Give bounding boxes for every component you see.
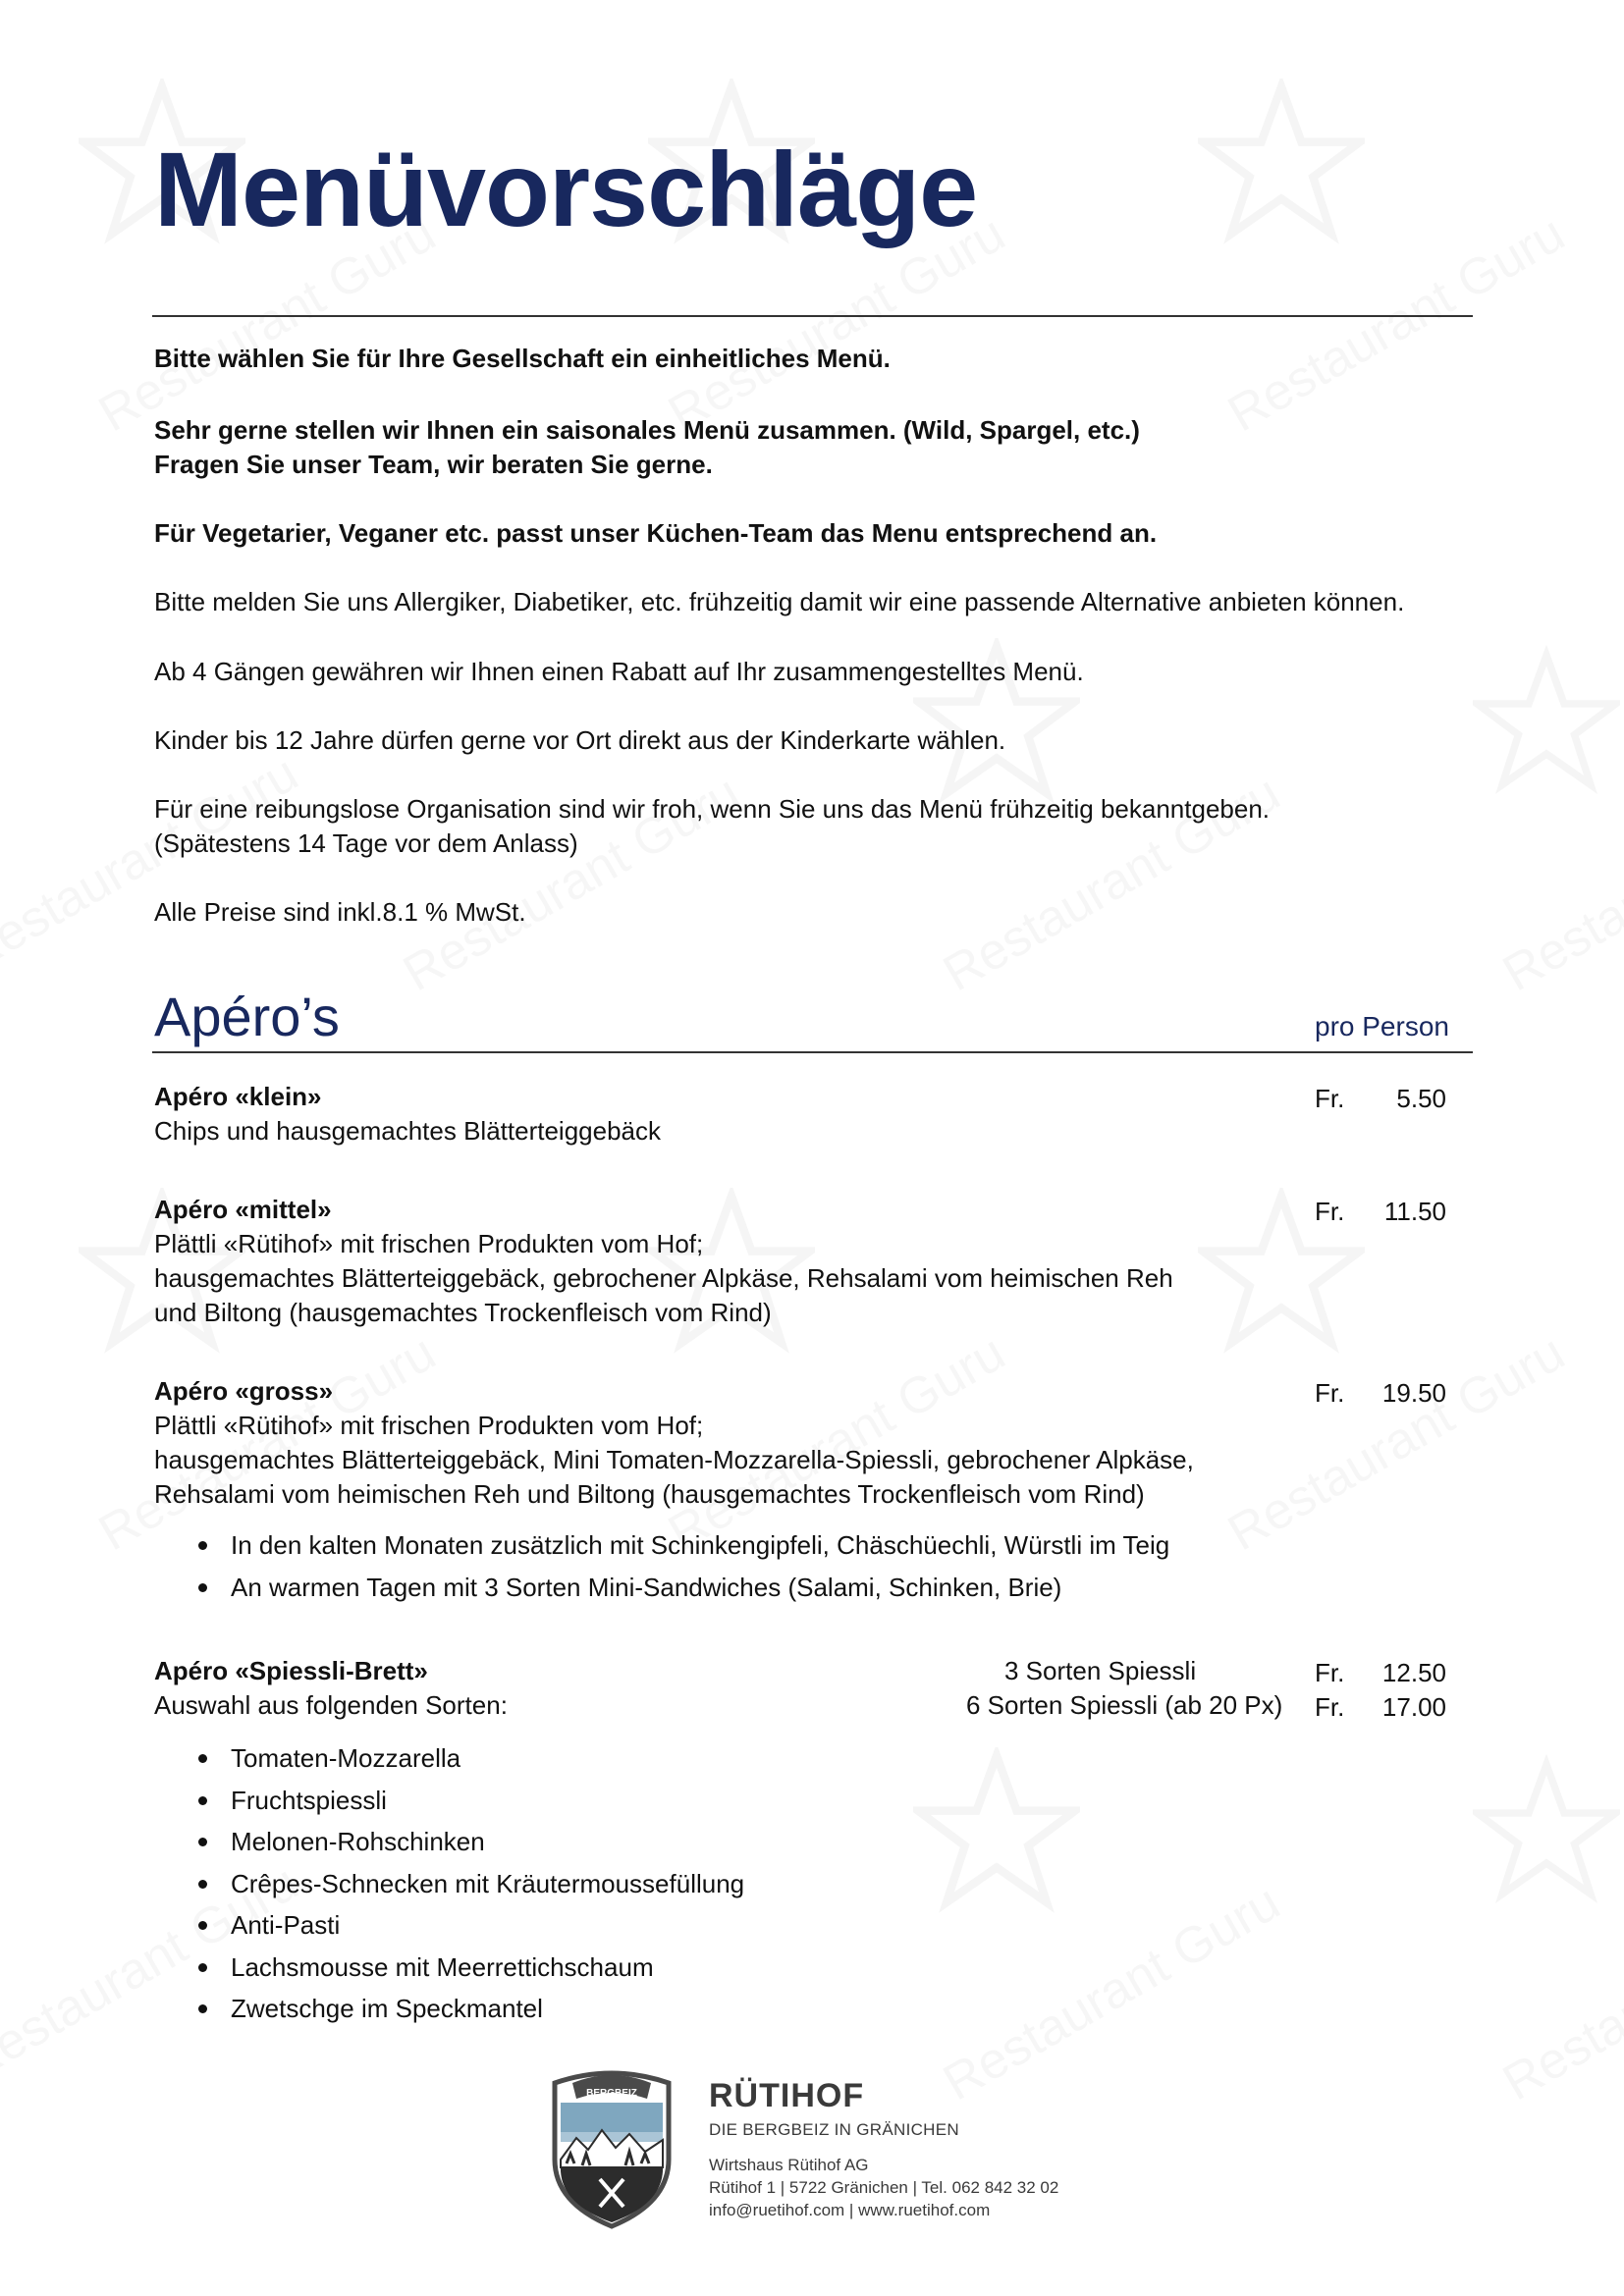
list-item: Anti-Pasti <box>154 1904 744 1947</box>
spiessli-currency-1: Fr. <box>1315 1658 1345 1687</box>
watermark-star-icon <box>1198 79 1365 245</box>
intro-allergy: Bitte melden Sie uns Allergiker, Diabetiker, etc. frühzeitig damit wir eine passende Alternative anbieten können. <box>154 587 1405 616</box>
watermark-star-icon <box>1473 1747 1620 1914</box>
item-desc-klein: Chips und hausgemachtes Blätterteiggebäck <box>154 1116 661 1146</box>
item-currency-klein: Fr. <box>1315 1084 1345 1113</box>
list-item: Fruchtspiessli <box>154 1780 744 1822</box>
item-desc-mittel-1: Plättli «Rütihof» mit frischen Produkten vom Hof; <box>154 1229 704 1258</box>
watermark-star-icon <box>1473 638 1620 805</box>
spiessli-varieties-list <box>154 1737 744 2030</box>
watermark-star-icon <box>913 1747 1080 1914</box>
watermark-text <box>1493 1873 1624 2112</box>
watermark-text <box>1218 1323 1575 1563</box>
item-name-klein: Apéro «klein» <box>154 1082 322 1111</box>
list-item: In den kalten Monaten zusätzlich mit Schinkengipfeli, Chäschüechli, Würstli im Teig <box>154 1524 1169 1567</box>
brand-tagline: DIE BERGBEIZ IN GRÄNICHEN <box>709 2120 959 2139</box>
intro-ask-team: Fragen Sie unser Team, wir beraten Sie gerne. <box>154 450 713 479</box>
item-currency-mittel: Fr. <box>1315 1197 1345 1226</box>
company-contact: info@ruetihof.com | www.ruetihof.com <box>709 2201 991 2219</box>
spiessli-currency-2: Fr. <box>1315 1692 1345 1722</box>
item-desc-gross-3: Rehsalami vom heimischen Reh und Biltong (hausgemachtes Trockenfleisch vom Rind) <box>154 1479 1145 1509</box>
watermark-text <box>934 1873 1290 2112</box>
company-address: Rütihof 1 | 5722 Gränichen | Tel. 062 842 32 02 <box>709 2178 1059 2197</box>
company-name: Wirtshaus Rütihof AG <box>709 2156 869 2174</box>
item-name-mittel: Apéro «mittel» <box>154 1195 332 1224</box>
intro-vat: Alle Preise sind inkl.8.1 % MwSt. <box>154 897 526 927</box>
intro-vegetarian: Für Vegetarier, Veganer etc. passt unser Küchen-Team das Menu entsprechend an. <box>154 518 1158 548</box>
restaurant-logo <box>543 2069 680 2230</box>
watermark-text <box>1218 204 1575 444</box>
title-divider <box>152 315 1473 317</box>
list-item: Lachsmousse mit Meerrettichschaum <box>154 1947 744 1989</box>
intro-kids: Kinder bis 12 Jahre dürfen gerne vor Ort direkt aus der Kinderkarte wählen. <box>154 725 1006 755</box>
list-item: An warmen Tagen mit 3 Sorten Mini-Sandwiches (Salami, Schinken, Brie) <box>154 1567 1169 1609</box>
item-name-gross: Apéro «gross» <box>154 1376 334 1406</box>
list-item: Crêpes-Schnecken mit Kräutermoussefüllung <box>154 1863 744 1905</box>
item-price-mittel: 11.50 <box>1383 1197 1446 1226</box>
per-person-label: pro Person <box>1315 1011 1449 1041</box>
intro-organisation: Für eine reibungslose Organisation sind wir froh, wenn Sie uns das Menü frühzeitig bekanntgeben. <box>154 794 1271 824</box>
item-desc-spiessli: Auswahl aus folgenden Sorten: <box>154 1690 508 1720</box>
intro-uniform-menu: Bitte wählen Sie für Ihre Gesellschaft ein einheitliches Menü. <box>154 344 891 373</box>
list-item: Melonen-Rohschinken <box>154 1821 744 1863</box>
spiessli-option-6: 6 Sorten Spiessli (ab 20 Px) <box>966 1690 1283 1720</box>
item-price-klein: 5.50 <box>1396 1084 1446 1113</box>
item-name-spiessli: Apéro «Spiessli-Brett» <box>154 1656 428 1685</box>
brand-name: RÜTIHOF <box>709 2077 865 2114</box>
section-divider <box>152 1051 1473 1053</box>
item-desc-mittel-2: hausgemachtes Blätterteiggebäck, gebrochener Alpkäse, Rehsalami vom heimischen Reh <box>154 1263 1173 1293</box>
item-currency-gross: Fr. <box>1315 1378 1345 1408</box>
item-desc-gross-1: Plättli «Rütihof» mit frischen Produkten vom Hof; <box>154 1411 704 1440</box>
intro-discount: Ab 4 Gängen gewähren wir Ihnen einen Rabatt auf Ihr zusammengestelltes Menü. <box>154 657 1084 686</box>
item-desc-mittel-3: und Biltong (hausgemachtes Trockenfleisch vom Rind) <box>154 1298 772 1327</box>
intro-seasonal-menu: Sehr gerne stellen wir Ihnen ein saisonales Menü zusammen. (Wild, Spargel, etc.) <box>154 415 1140 445</box>
spiessli-option-3: 3 Sorten Spiessli <box>1004 1656 1197 1685</box>
intro-deadline: (Spätestens 14 Tage vor dem Anlass) <box>154 828 578 858</box>
spiessli-price-1: 12.50 <box>1381 1658 1446 1687</box>
watermark-text <box>1493 764 1624 1003</box>
section-title-aperos: Apéro’s <box>154 986 340 1047</box>
item-price-gross: 19.50 <box>1381 1378 1446 1408</box>
spiessli-price-2: 17.00 <box>1381 1692 1446 1722</box>
page-title: Menüvorschläge <box>154 130 978 248</box>
logo-text: BERGBEIZ <box>586 2088 637 2099</box>
gross-extras-list <box>154 1524 1169 1608</box>
watermark-text <box>0 744 308 984</box>
list-item: Zwetschge im Speckmantel <box>154 1988 744 2030</box>
list-item: Tomaten-Mozzarella <box>154 1737 744 1780</box>
item-desc-gross-2: hausgemachtes Blätterteiggebäck, Mini Tomaten-Mozzarella-Spiessli, gebrochener Alpkäse, <box>154 1445 1194 1474</box>
